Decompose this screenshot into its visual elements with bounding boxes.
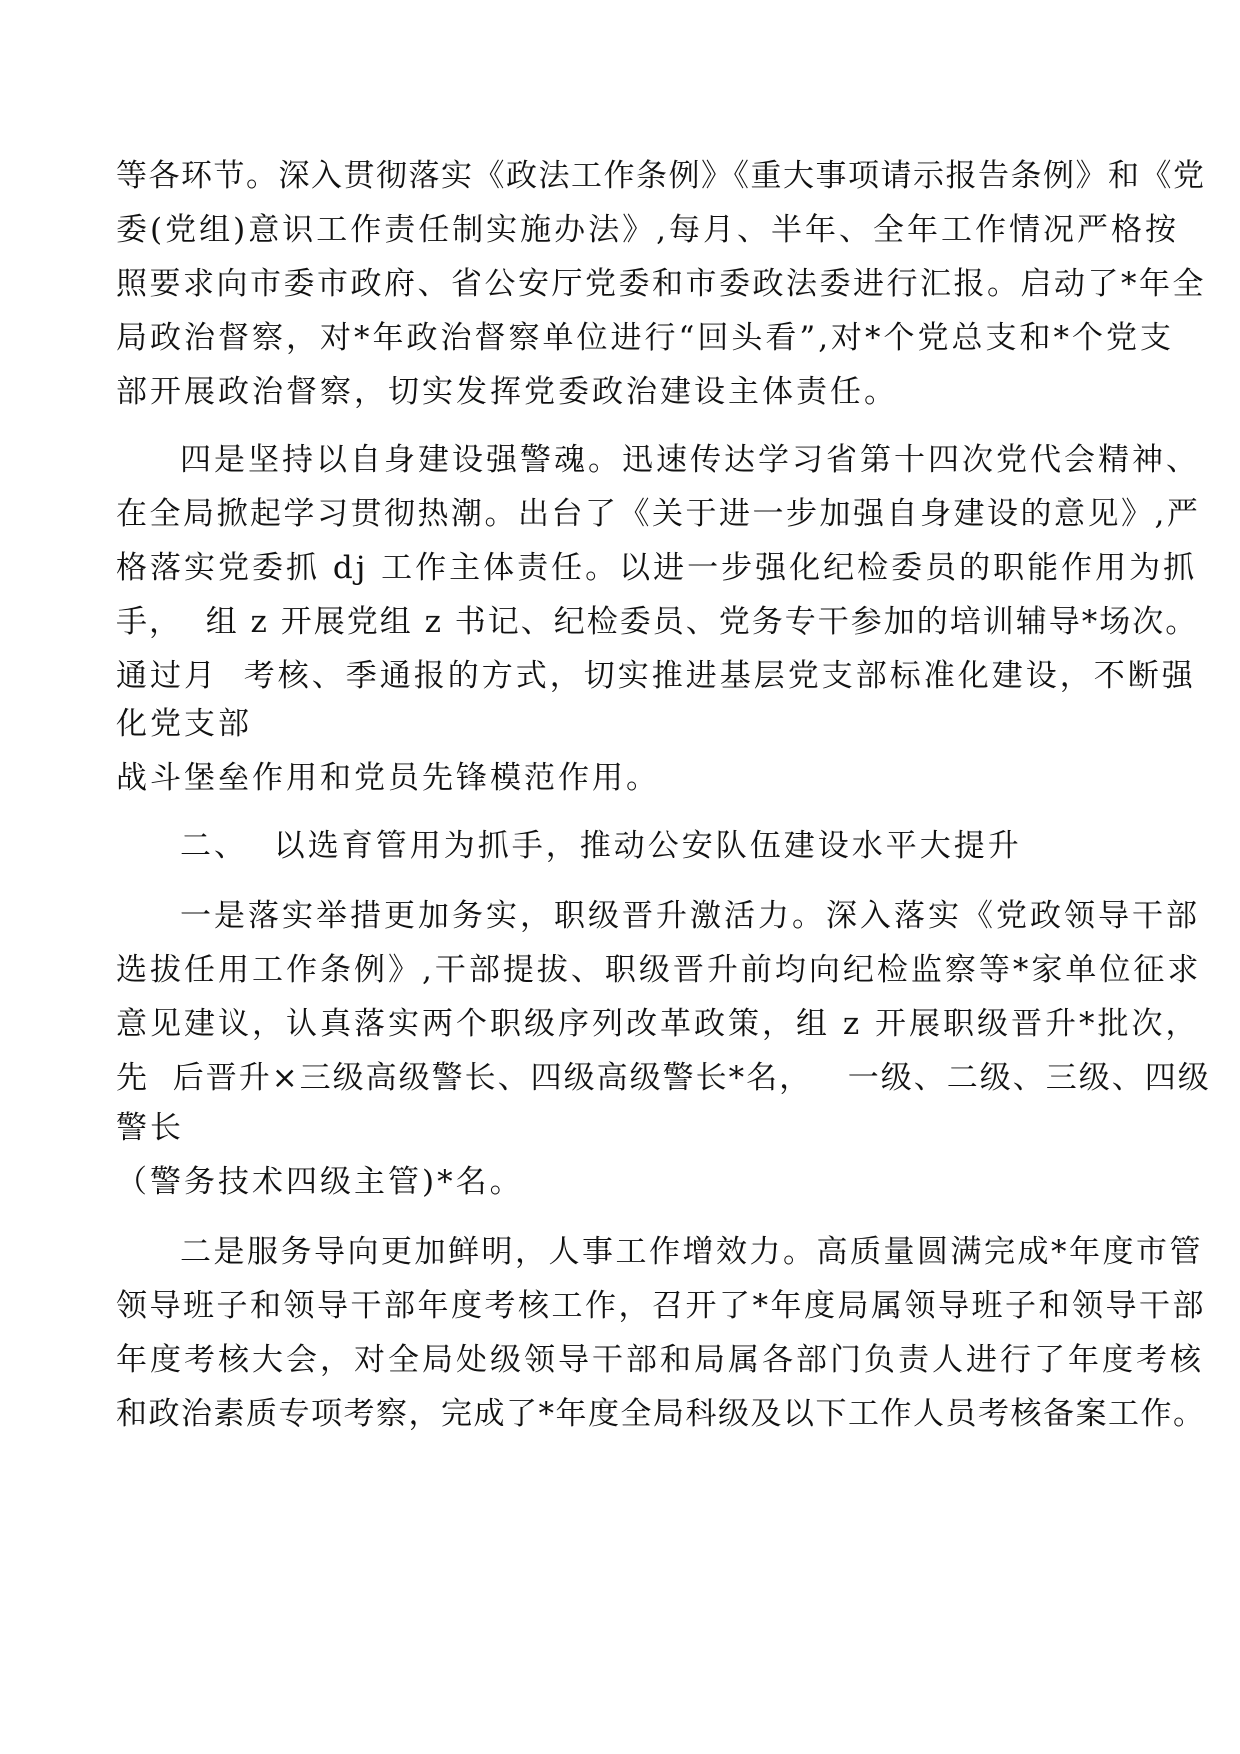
paragraph-four-line-2: 在全局掀起学习贯彻热潮。出台了《关于进一步加强自身建设的意见》,严 <box>116 496 1201 532</box>
paragraph-two-line-1: 二是服务导向更加鲜明，人事工作增效力。高质量圆满完成*年度市管 <box>180 1234 1203 1270</box>
paragraph-one-line-3: 意见建议，认真落实两个职级序列改革政策，组 z 开展职级晋升*批次， <box>116 1006 1200 1042</box>
paragraph-one-line-2: 选拔任用工作条例》,干部提拔、职级晋升前均向纪检监察等*家单位征求 <box>116 952 1202 988</box>
paragraph-one-line-6: （警务技术四级主管)*名。 <box>116 1164 524 1200</box>
paragraph-one-line-5: 警长 <box>116 1110 184 1146</box>
section-heading-two: 二、 以选育管用为抓手，推动公安队伍建设水平大提升 <box>180 828 1022 864</box>
paragraph-one-line-4: 先 后晋升×三级高级警长、四级高级警长*名， 一级、二级、三级、四级 <box>116 1060 1211 1096</box>
paragraph-four-line-7: 战斗堡垒作用和党员先锋模范作用。 <box>116 760 660 796</box>
text-line-4: 局政治督察，对*年政治督察单位进行“回头看”,对*个党总支和*个党支 <box>116 320 1175 356</box>
paragraph-two-line-4: 和政治素质专项考察，完成了*年度全局科级及以下工作人员考核备案工作。 <box>116 1396 1206 1432</box>
paragraph-four-line-4: 手， 组 z 开展党组 z 书记、纪检委员、党务专干参加的培训辅导*场次。 <box>116 604 1199 640</box>
paragraph-one-line-1: 一是落实举措更加务实，职级晋升激活力。深入落实《党政领导干部 <box>180 898 1200 934</box>
text-line-5: 部开展政治督察，切实发挥党委政治建设主体责任。 <box>116 374 898 410</box>
paragraph-four-line-1: 四是坚持以自身建设强警魂。迅速传达学习省第十四次党代会精神、 <box>180 442 1200 478</box>
text-line-1: 等各环节。深入贯彻落实《政法工作条例》《重大事项请示报告条例》和《党 <box>116 158 1206 194</box>
text-line-3: 照要求向市委市政府、省公安厅党委和市委政法委进行汇报。启动了*年全 <box>116 266 1206 302</box>
paragraph-two-line-3: 年度考核大会，对全局处级领导干部和局属各部门负责人进行了年度考核 <box>116 1342 1204 1378</box>
text-line-2: 委(党组)意识工作责任制实施办法》,每月、半年、全年工作情况严格按 <box>116 212 1180 248</box>
paragraph-four-line-6: 化党支部 <box>116 706 252 742</box>
paragraph-four-line-5: 通过月 考核、季通报的方式，切实推进基层党支部标准化建设，不断强 <box>116 658 1196 694</box>
paragraph-four-line-3: 格落实党委抓 dj 工作主体责任。以进一步强化纪检委员的职能作用为抓 <box>116 550 1198 586</box>
paragraph-two-line-2: 领导班子和领导干部年度考核工作，召开了*年度局属领导班子和领导干部 <box>116 1288 1206 1324</box>
